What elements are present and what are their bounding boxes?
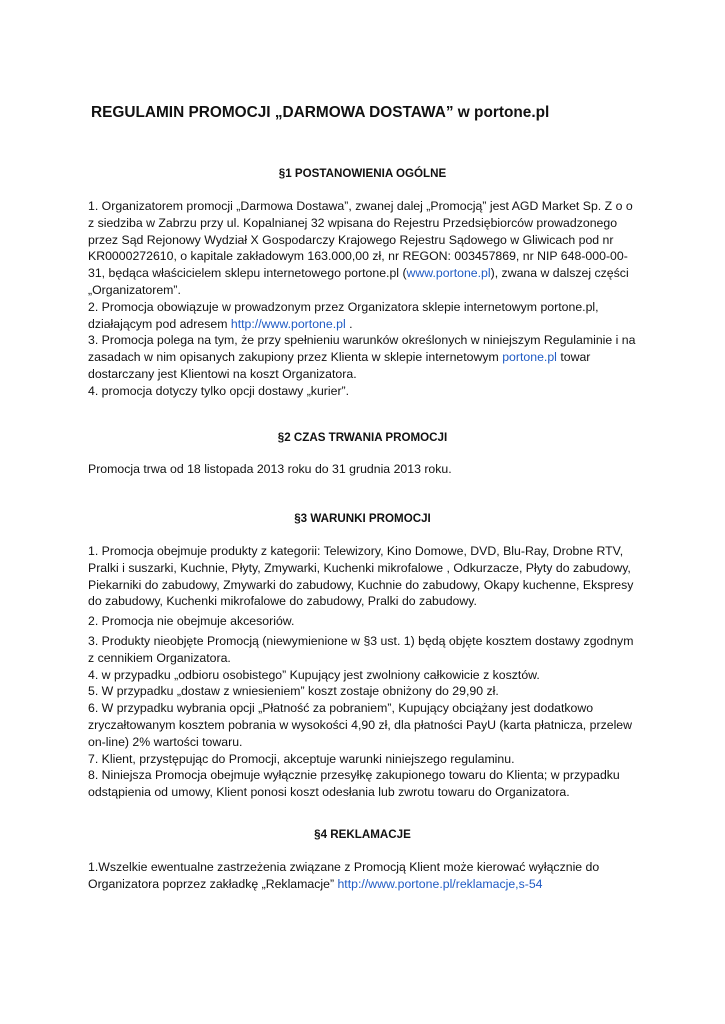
- portone-shop-link[interactable]: portone.pl: [502, 350, 557, 365]
- reklamacje-link[interactable]: http://www.portone.pl/reklamacje,s-54: [337, 876, 543, 891]
- s1-p3-text-b: towar dostarczany jest Klientowi na koszt Organizatora.: [88, 350, 591, 381]
- s3-paragraph-5: 5. W przypadku „dostaw z wniesieniem” koszt zostaje obniżony do 29,90 zł.: [88, 684, 499, 699]
- s1-p3-text-a: 3. Promocja polega na tym, że przy spełnieniu warunków określonych w niniejszym Regulaminie i na zasadach w nim opisanych zakupiony przez Klienta w sklepie internetowym: [88, 333, 636, 365]
- section-2-body: [88, 461, 640, 478]
- s3-paragraph-2: 2. Promocja nie obejmuje akcesoriów.: [88, 614, 295, 629]
- s4-p1-text-a: 1.Wszelkie ewentualne zastrzeżenia związane z Promocją Klient może kierować wyłącznie do Organizatora poprzez zakładkę „Reklamacje”: [88, 860, 600, 891]
- portone-link[interactable]: www.portone.pl: [406, 266, 491, 281]
- section-4-heading: §4 REKLAMACJE: [314, 828, 411, 841]
- section-1-body: [88, 198, 640, 400]
- s1-paragraph-1: [88, 198, 640, 299]
- s4-paragraph-1: [88, 859, 640, 893]
- portone-url-link[interactable]: http://www.portone.pl: [230, 316, 346, 331]
- section-2-heading: §2 CZAS TRWANIA PROMOCJI: [277, 431, 448, 444]
- section-3-heading: §3 WARUNKI PROMOCJI: [294, 512, 431, 525]
- s1-p1-text-b: ), zwana w dalszej części „Organizatorem”.: [88, 266, 629, 297]
- s3-paragraph-6: 6. W przypadku wybrania opcji „Płatność za pobraniem”, Kupujący obciążany jest dodatkowo zryczałtowanym kosztem pobrania w wysokości 4,90 zł, dla płatności PayU (karta płatnicza, przelew on-line) 2% wartości towaru.: [88, 701, 633, 749]
- s3-paragraph-4: 4. w przypadku „odbioru osobistego” Kupujący jest zwolniony całkowicie z kosztów.: [88, 667, 540, 682]
- s3-paragraph-1: 1. Promocja obejmuje produkty z kategorii: Telewizory, Kino Domowe, DVD, Blu-Ray, Drobne RTV, Pralki i suszarki, Kuchnie, Płyty, Zmywarki, Kuchenki mikrofalowe , Odkurzacze, Płyty do zabudowy, Piekarniki do zabudowy, Zmywarki do zabudowy, Kuchnie do zabudowy, Okapy kuchenne, Ekspresy do zabudowy, Kuchenki mikrofalowe do zabudowy, Pralki do zabudowy.: [88, 544, 634, 609]
- s3-paragraph-8: 8. Niniejsza Promocja obejmuje wyłącznie przesyłkę zakupionego towaru do Klienta; w przypadku odstąpienia od umowy, Klient ponosi koszt odesłania lub zwrotu towaru do Organizatora.: [88, 768, 620, 800]
- s1-p2-text-a: 2. Promocja obowiązuje w prowadzonym przez Organizatora sklepie internetowym portone.pl, działającym pod adresem: [88, 299, 599, 331]
- s1-paragraph-4: 4. promocja dotyczy tylko opcji dostawy „kurier”.: [88, 383, 350, 398]
- document-title: REGULAMIN PROMOCJI „DARMOWA DOSTAWA” w portone.pl: [91, 104, 550, 121]
- s3-paragraph-3: 3. Produkty nieobjęte Promocją (niewymienione w §3 ust. 1) będą objęte kosztem dostawy zgodnym z cennikiem Organizatora.: [88, 633, 634, 665]
- s1-p2-text-b: .: [345, 316, 353, 331]
- s1-paragraph-3: [88, 332, 640, 382]
- s2-paragraph-1: Promocja trwa od 18 listopada 2013 roku do 31 grudnia 2013 roku.: [88, 462, 452, 476]
- section-3-body: [88, 543, 640, 801]
- s1-paragraph-2: [88, 299, 640, 333]
- s3-paragraph-7: 7. Klient, przystępując do Promocji, akceptuje warunki niniejszego regulaminu.: [88, 751, 515, 766]
- s1-p1-text-a: 1. Organizatorem promocji „Darmowa Dostawa”, zwanej dalej „Promocją” jest AGD Market Sp. Z o o z siedziba w Zabrzu przy ul. Kopalnianej 32 wpisana do Rejestru Przedsiębiorców prowadzonego przez Sąd Rejonowy Wydział X Gospodarczy Krajowego Rejestru Sądowego w Gliwicach pod nr KR0000272610, o kapitale zakładowym 163.000,00 zł, nr REGON: 003457869, nr NIP 648-000-00-31, będąca właścicielem sklepu internetowego portone.pl (: [88, 199, 633, 281]
- section-1-heading: §1 POSTANOWIENIA OGÓLNE: [278, 167, 447, 180]
- section-4-body: [88, 859, 640, 893]
